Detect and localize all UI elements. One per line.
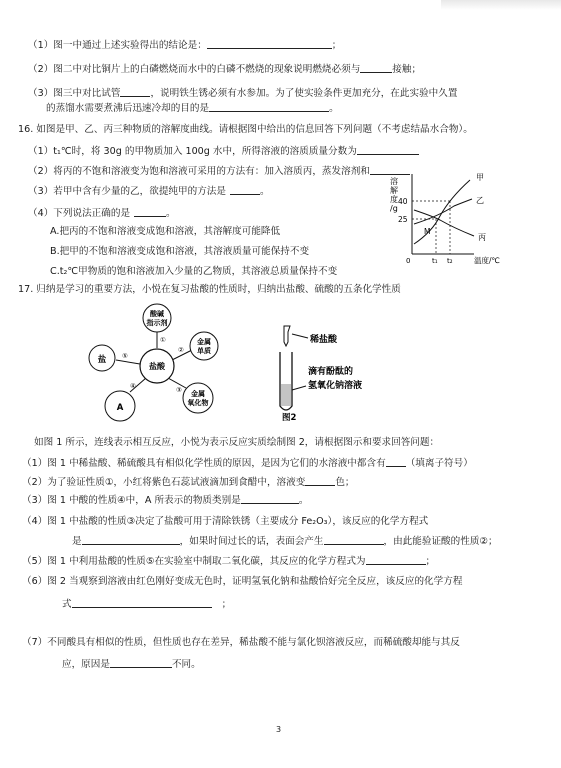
figure-2-neutralization [272, 322, 402, 422]
q17-stem: 17. 归纳是学习的重要方法，小悦在复习盐酸的性质时，归纳出盐酸、硫酸的五条化学性质 [18, 284, 401, 295]
dropper-icon [284, 326, 290, 346]
node-indicator [143, 304, 171, 332]
chart-label-m: M [424, 227, 431, 236]
link-num-2: ② [178, 346, 184, 354]
q17-part-7b: 应，原因是 不同。 [62, 659, 201, 670]
chart-ylabel-4: /g [390, 204, 398, 213]
q16-sub-4: （4）下列说法正确的是 。 [28, 208, 176, 219]
node-acid-label: 盐酸 [149, 362, 165, 371]
chart-ylabel-3: 度 [390, 195, 398, 204]
q17-part-4b: 是 ，如果时间过长的话，表面会产生 ，由此能验证酸的性质②； [72, 536, 498, 547]
answer-blank[interactable] [360, 62, 392, 73]
answer-blank[interactable] [305, 475, 335, 486]
answer-blank[interactable] [110, 657, 172, 668]
q16-option-b[interactable]: B.把甲的不饱和溶液变成饱和溶液，其溶液质量可能保持不变 [50, 246, 310, 257]
q17-part-5: （5）图 1 中利用盐酸的性质⑤在实验室中制取二氧化碳，其反应的化学方程式为 ； [22, 556, 436, 567]
answer-blank[interactable] [230, 184, 260, 195]
answer-blank[interactable] [241, 493, 299, 504]
q17-intro: 如图 1 所示，连线表示相互反应，小悦为表示反应实质绘制图 2，请根据图示和要求回答问题： [34, 437, 440, 448]
answer-blank[interactable] [134, 206, 166, 217]
solution-label-2: 氢氧化钠溶液 [308, 381, 363, 391]
q15-line-2: （2）图二中对比铜片上的白磷燃烧而水中的白磷不燃烧的现象说明燃烧必须与 接触； [28, 64, 422, 75]
figure-2-caption: 图2 [282, 413, 297, 422]
curve-jia [414, 180, 470, 244]
q17-part-1: （1）图 1 中稀盐酸、稀硫酸具有相似化学性质的原因，是因为它们的水溶液中都含有 （填离子符号） [22, 458, 473, 469]
answer-blank[interactable] [357, 144, 419, 155]
q16-sub-1: （1）t₁℃时，将 30g 的甲物质加入 100g 水中，所得溶液的溶质质量分数为 [28, 144, 419, 158]
q16-sub-2: （2）将丙的不饱和溶液变为饱和溶液可采用的方法有：加入溶质丙，蒸发溶剂和 [28, 164, 410, 178]
link-num-5: ⑤ [122, 352, 128, 360]
q15-line-1: （1）图一中通过上述实验得出的结论是： ； [28, 40, 342, 51]
q17-part-7a: （7）不同酸具有相似的性质，但性质也存在差异，稀盐酸不能与氯化钡溶液反应，而稀硫酸却能与其反 [22, 637, 460, 648]
q17-part-3: （3）图 1 中酸的性质④中，A 所表示的物质类别是 。 [22, 495, 309, 506]
solution-leader [292, 386, 306, 390]
answer-blank[interactable] [366, 554, 426, 565]
link-num-3: ③ [176, 386, 182, 394]
q17-part-4a: （4）图 1 中盐酸的性质③决定了盐酸可用于清除铁锈（主要成分 Fe₂O₃），该反应的化学方程式 [22, 516, 429, 527]
figure-1-acid-properties [80, 300, 230, 425]
tube-solution [281, 384, 291, 406]
answer-blank[interactable] [209, 101, 329, 112]
node-metal-l1: 金属 [197, 338, 211, 346]
q17-part-2: （2）为了验证性质①，小红将紫色石蕊试液滴加到食醋中，溶液变 色； [22, 477, 355, 488]
node-indicator-l2: 指示剂 [146, 319, 168, 327]
chart-t2: t₂ [447, 257, 453, 265]
answer-blank[interactable] [324, 534, 384, 545]
answer-blank[interactable] [72, 597, 212, 608]
q16-stem: 16. 如图是甲、乙、丙三种物质的溶解度曲线。请根据图中给出的信息回答下列问题（不考虑结晶水合物）。 [18, 124, 473, 135]
chart-y25: 25 [398, 215, 408, 224]
chart-t1: t₁ [432, 257, 438, 265]
q17-part-6b: 式 ； [62, 599, 232, 610]
chart-label-jia: 甲 [476, 173, 484, 182]
answer-blank[interactable] [386, 456, 406, 467]
node-oxide [183, 383, 213, 413]
node-indicator-l1: 酸碱 [150, 310, 164, 318]
page-number: 3 [276, 725, 282, 734]
node-a-label: A [116, 403, 124, 413]
chart-ylabel-2: 解 [390, 186, 398, 195]
solution-label-1: 滴有酚酞的 [308, 367, 354, 377]
answer-blank[interactable] [82, 534, 180, 545]
q16-option-c[interactable]: C.t₂℃甲物质的饱和溶液加入少量的乙物质，其溶液总质量保持不变 [50, 266, 338, 277]
node-oxide-l1: 金属 [191, 390, 205, 398]
chart-label-bing: 丙 [478, 233, 486, 242]
chart-origin: 0 [406, 257, 411, 265]
node-metal [190, 332, 218, 360]
chart-label-yi: 乙 [476, 196, 484, 205]
link-num-4: ④ [130, 382, 136, 390]
chart-ylabel-1: 溶 [390, 177, 398, 186]
node-salt-label: 盐 [97, 355, 107, 365]
answer-blank[interactable] [207, 38, 332, 49]
chart-y40: 40 [398, 197, 408, 206]
scan-shadow [441, 0, 561, 10]
q16-option-a[interactable]: A.把丙的不饱和溶液变成饱和溶液，其溶解度可能降低 [50, 226, 281, 237]
q17-part-6a: （6）图 2 当观察到溶液由红色刚好变成无色时，证明氢氧化钠和盐酸恰好完全反应，该反应的化学方程 [22, 576, 463, 587]
node-metal-l2: 单质 [197, 347, 211, 355]
q15-line-3: （3）图三中对比试管 ，说明铁生锈必须有水参加。为了使实验条件更加充分，在此实验中久置 [28, 88, 458, 99]
solubility-curve-figure [384, 170, 514, 266]
q16-sub-3: （3）若甲中含有少量的乙，欲提纯甲的方法是 。 [28, 186, 270, 197]
q15-line-4: 的蒸馏水需要煮沸后迅速冷却的目的是 。 [46, 103, 339, 114]
link-salt [116, 360, 140, 364]
curve-bing [414, 210, 474, 236]
node-oxide-l2: 氧化物 [187, 399, 209, 407]
hcl-leader [292, 334, 308, 338]
chart-xlabel: 温度/℃ [474, 256, 500, 265]
answer-blank[interactable] [120, 86, 150, 97]
hcl-label: 稀盐酸 [310, 335, 338, 345]
link-num-1: ① [160, 336, 166, 344]
